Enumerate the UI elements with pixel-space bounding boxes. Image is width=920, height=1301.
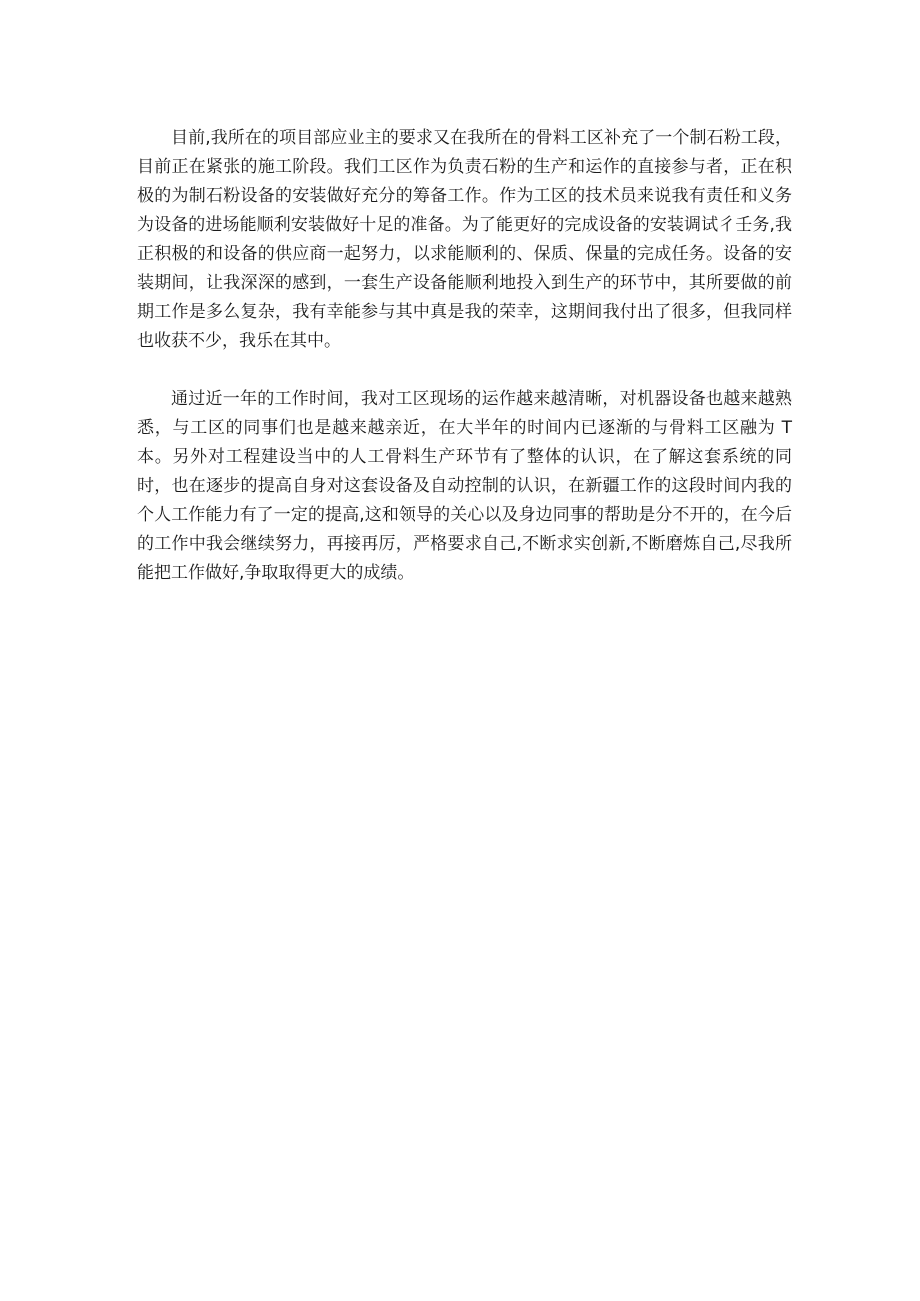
document-body <box>137 124 792 588</box>
paragraph-1: 目前,我所在的项目部应业主的要求又在我所在的骨料工区补充了一个制石粉工段，目前正在紧张的施工阶段。我们工区作为负责石粉的生产和运作的直接参与者，正在积极的为制石粉设备的安装做好充分的筹备工作。作为工区的技术员来说我有责任和义务为设备的进场能顺利安装做好十足的准备。为了能更好的完成设备的安装调试彳壬务,我正积极的和设备的供应商一起努力，以求能顺利的、保质、保量的完成任务。设备的安装期间，让我深深的感到，一套生产设备能顺利地投入到生产的环节中，其所要做的前期工作是多么复杂，我有幸能参与其中真是我的荣幸，这期间我付出了很多，但我同样也收获不少，我乐在其中。 <box>137 128 792 351</box>
paragraph-2: 通过近一年的工作时间，我对工区现场的运作越来越清晰，对机器设备也越来越熟悉，与工区的同事们也是越来越亲近，在大半年的时间内已逐渐的与骨料工区融为 T 本。另外对工程建设当中的人工骨料生产环节有了整体的认识，在了解这套系统的同时，也在逐步的提高自身对这套设备及自动控制的认识，在新疆工作的这段时间内我的个人工作能力有了一定的提高,这和领导的关心以及身边同事的帮助是分不开的，在今后的工作中我会继续努力，再接再厉，严格要求自己,不断求实创新,不断磨炼自己,尽我所能把工作做好,争取取得更大的成绩。 <box>137 389 792 583</box>
